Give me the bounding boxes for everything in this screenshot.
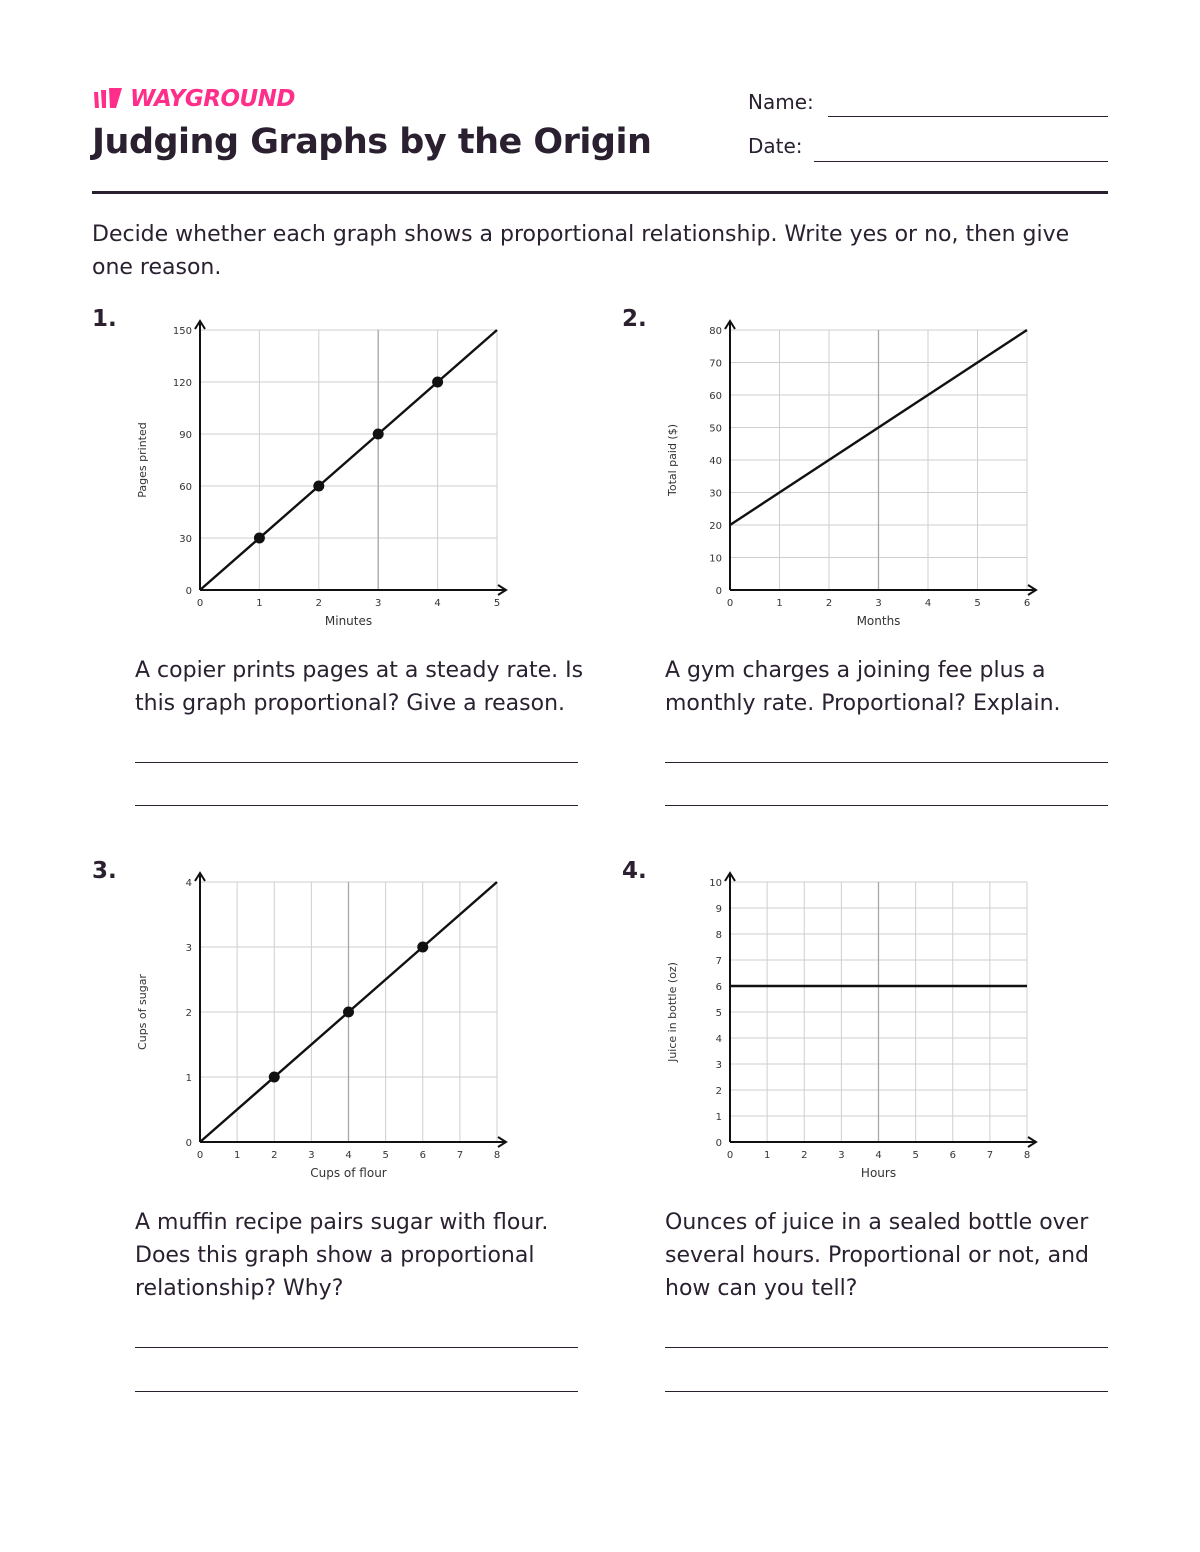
chart-4-x-axis-label: Hours (860, 1166, 897, 1180)
chart-4-x-tick-label: 8 (1023, 1150, 1031, 1161)
chart-juice-in-bottle (658, 870, 1047, 1182)
chart-3-data-point (269, 1072, 280, 1083)
chart-1-data-point (254, 533, 265, 544)
chart-1-x-tick-label: 3 (375, 598, 382, 609)
chart-3-x-tick-label: 7 (456, 1150, 464, 1161)
question-4-answer-line-2[interactable] (665, 1391, 1108, 1392)
chart-3-y-tick-label: 2 (185, 1008, 192, 1019)
question-3-answer-line-1[interactable] (135, 1347, 578, 1348)
chart-4-x-tick-label: 5 (912, 1150, 919, 1161)
chart-1-data-point (313, 481, 324, 492)
chart-4-y-tick-label: 6 (715, 982, 722, 993)
chart-4-y-tick-label: 7 (715, 956, 722, 967)
chart-1-y-tick-label: 30 (179, 534, 192, 545)
chart-2-y-tick-label: 20 (709, 521, 722, 532)
chart-2-x-tick-label: 3 (875, 598, 882, 609)
chart-2-y-tick-label: 70 (709, 358, 722, 370)
chart-2-y-tick-label: 40 (709, 456, 722, 467)
question-2-number: 2. (622, 306, 647, 332)
chart-2-x-tick-label: 4 (924, 598, 932, 609)
chart-2-x-tick-label: 1 (776, 598, 783, 609)
chart-1-x-tick-label: 5 (493, 598, 501, 609)
chart-3-y-tick-label: 4 (185, 878, 192, 889)
chart-pages-printed (128, 318, 517, 630)
chart-1-y-tick-label: 60 (179, 482, 192, 493)
chart-3-x-tick-label: 4 (345, 1150, 352, 1161)
chart-4-x-tick-label: 0 (726, 1150, 734, 1161)
chart-3-x-axis-label: Cups of flour (310, 1166, 387, 1180)
question-1-answer-line-1[interactable] (135, 762, 578, 763)
chart-2-y-tick-label: 30 (709, 488, 722, 500)
question-3-answer-line-2[interactable] (135, 1391, 578, 1392)
chart-4-y-tick-label: 9 (715, 904, 722, 915)
question-4-number: 4. (622, 858, 647, 884)
date-label: Date: (748, 134, 803, 158)
header-divider (92, 191, 1108, 194)
question-3-number: 3. (92, 858, 117, 884)
chart-4-y-tick-label: 3 (715, 1060, 722, 1071)
brand-logo (92, 86, 295, 112)
chart-1-y-tick-label: 120 (172, 378, 192, 389)
chart-2-x-tick-label: 2 (825, 598, 833, 609)
chart-3-y-axis-label: Cups of sugar (136, 974, 149, 1050)
chart-4-x-tick-label: 6 (949, 1150, 956, 1161)
chart-4-x-tick-label: 3 (838, 1150, 845, 1161)
chart-3-y-tick-label: 0 (185, 1138, 192, 1149)
chart-4-x-tick-label: 1 (763, 1150, 771, 1161)
chart-4-y-tick-label: 2 (715, 1086, 722, 1097)
chart-1-data-point (432, 377, 443, 388)
chart-3-x-tick-label: 0 (196, 1150, 204, 1161)
chart-1-data-point (373, 429, 384, 440)
chart-1-y-tick-label: 150 (172, 326, 192, 337)
question-1-number: 1. (92, 306, 117, 332)
chart-1-x-axis-label: Minutes (324, 614, 373, 628)
question-4-prompt: Ounces of juice in a sealed bottle over several hours. Proportional or not, and how can you tell? (665, 1210, 1090, 1301)
chart-4-y-tick-label: 8 (715, 930, 722, 941)
chart-total-paid (658, 318, 1047, 630)
name-label: Name: (748, 90, 814, 114)
chart-1-x-tick-label: 1 (256, 598, 263, 609)
chart-2-x-tick-label: 6 (1023, 598, 1031, 609)
chart-1-x-tick-label: 2 (315, 598, 322, 609)
chart-1-y-tick-label: 90 (179, 430, 192, 441)
chart-1-x-tick-label: 0 (196, 598, 204, 609)
chart-1-x-tick-label: 4 (434, 598, 441, 609)
chart-2-y-tick-label: 10 (709, 553, 722, 565)
chart-2-x-tick-label: 0 (726, 598, 734, 609)
chart-1-y-axis-label: Pages printed (136, 422, 149, 498)
chart-2-x-tick-label: 5 (974, 598, 981, 609)
chart-2-y-tick-label: 60 (709, 391, 722, 402)
chart-3-data-point (343, 1007, 354, 1018)
wayground-logo-icon (92, 88, 124, 110)
chart-cups-of-sugar (128, 870, 517, 1182)
question-2-answer-line-2[interactable] (665, 805, 1108, 806)
chart-4-y-axis-label: Juice in bottle (oz) (666, 962, 679, 1062)
date-field[interactable] (814, 161, 1108, 162)
chart-4-y-tick-label: 4 (715, 1034, 722, 1045)
name-field[interactable] (828, 116, 1108, 117)
chart-3-x-tick-label: 5 (382, 1150, 389, 1161)
chart-2-x-axis-label: Months (856, 614, 901, 628)
chart-2-y-axis-label: Total paid ($) (666, 423, 679, 497)
chart-3-y-tick-label: 1 (185, 1073, 192, 1084)
question-1-answer-line-2[interactable] (135, 805, 578, 806)
question-1-prompt: A copier prints pages at a steady rate. Is this graph proportional? Give a reason. (135, 658, 584, 716)
chart-3-x-tick-label: 3 (308, 1150, 315, 1161)
chart-3-x-tick-label: 1 (233, 1150, 241, 1161)
chart-2-y-tick-label: 50 (709, 423, 722, 435)
question-2-prompt: A gym charges a joining fee plus a monthly rate. Proportional? Explain. (665, 658, 1061, 716)
chart-4-y-tick-label: 10 (709, 878, 722, 889)
page-title: Judging Graphs by the Origin (92, 122, 652, 162)
chart-3-x-tick-label: 6 (419, 1150, 426, 1161)
chart-3-x-tick-label: 2 (271, 1150, 278, 1161)
chart-3-y-tick-label: 3 (185, 943, 192, 954)
question-3-prompt: A muffin recipe pairs sugar with flour. Does this graph show a proportional relationship? Why? (135, 1210, 549, 1301)
chart-2-y-tick-label: 80 (709, 326, 722, 337)
chart-4-x-tick-label: 7 (986, 1150, 994, 1161)
brand-name: WAYGROUND (130, 86, 296, 112)
chart-4-y-tick-label: 1 (715, 1112, 722, 1123)
question-2-answer-line-1[interactable] (665, 762, 1108, 763)
chart-2-y-tick-label: 0 (715, 586, 722, 597)
chart-4-y-tick-label: 5 (715, 1008, 722, 1019)
chart-1-series-line (200, 330, 497, 590)
chart-3-x-tick-label: 8 (493, 1150, 501, 1161)
chart-4-x-tick-label: 2 (801, 1150, 808, 1161)
question-4-answer-line-1[interactable] (665, 1347, 1108, 1348)
chart-3-data-point (417, 942, 428, 953)
chart-4-x-tick-label: 4 (875, 1150, 882, 1161)
instructions: Decide whether each graph shows a proportional relationship. Write yes or no, then give one reason. (92, 222, 1070, 280)
chart-1-y-tick-label: 0 (185, 586, 192, 597)
chart-4-y-tick-label: 0 (715, 1138, 722, 1149)
